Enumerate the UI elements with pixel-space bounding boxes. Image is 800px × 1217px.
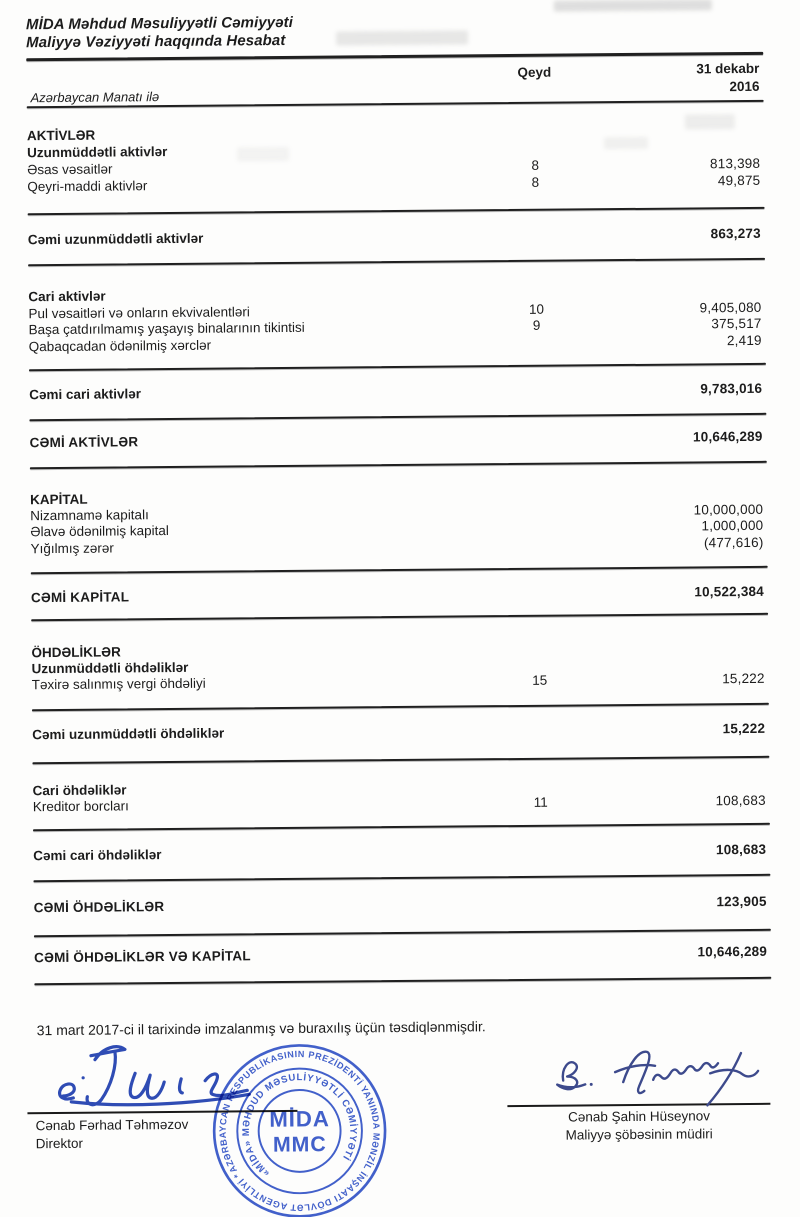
statement-row-grand-total bbox=[34, 893, 767, 916]
signer-title: Direktor bbox=[35, 1135, 84, 1152]
row-value: 108,683 bbox=[715, 792, 766, 809]
divider-rule bbox=[33, 874, 770, 882]
divider-rule bbox=[29, 363, 766, 371]
divider-rule bbox=[32, 756, 769, 764]
row-value: 108,683 bbox=[715, 841, 767, 858]
company-title: MİDA Məhdud Məsuliyyətli Cəmiyyəti bbox=[25, 13, 294, 34]
divider-rule bbox=[34, 977, 771, 985]
row-note: 9 bbox=[532, 317, 541, 333]
row-label: Cəmi cari aktivlər bbox=[29, 386, 142, 403]
row-value: 10,646,289 bbox=[697, 943, 768, 960]
stamp-center-line2: MMC bbox=[272, 1132, 327, 1157]
date-column-header-line1: 31 dekabr bbox=[696, 60, 760, 77]
row-value: 15,222 bbox=[722, 670, 765, 687]
row-value: (477,616) bbox=[703, 534, 764, 551]
row-label: Kreditor borcları bbox=[32, 798, 129, 815]
row-value: 9,405,080 bbox=[699, 299, 762, 316]
divider-rule bbox=[29, 413, 766, 421]
row-value: 10,000,000 bbox=[693, 501, 764, 518]
statement-row-grand-total bbox=[34, 943, 767, 966]
row-label: CƏMİ AKTİVLƏR bbox=[29, 434, 139, 451]
row-label: Cəmi uzunmüddətli aktivlər bbox=[27, 230, 204, 248]
row-label: CƏMİ KAPİTAL bbox=[30, 589, 130, 606]
row-label: CƏMİ ÖHDƏLİKLƏR VƏ KAPİTAL bbox=[34, 948, 251, 966]
row-value: 10,522,384 bbox=[694, 583, 764, 600]
row-label: KAPİTAL bbox=[30, 491, 88, 508]
row-value: 2,419 bbox=[726, 332, 762, 349]
row-value: 15,222 bbox=[722, 720, 766, 737]
row-note: 8 bbox=[531, 157, 540, 173]
row-label: Təxirə salınmış vergi öhdəliyi bbox=[31, 675, 206, 693]
divider-rule bbox=[32, 703, 769, 711]
row-label: Nizamnamə kapitalı bbox=[30, 507, 149, 524]
row-note: 8 bbox=[531, 174, 540, 190]
row-value: 1,000,000 bbox=[701, 517, 764, 534]
row-value: 813,398 bbox=[709, 155, 761, 172]
note-column-header: Qeyd bbox=[517, 64, 552, 80]
divider-rule bbox=[34, 929, 771, 937]
statement-row-total bbox=[32, 720, 765, 743]
statement-row-total bbox=[28, 225, 761, 248]
date-column-header-line2: 2016 bbox=[729, 78, 760, 95]
divider-rule bbox=[28, 207, 765, 215]
stamp-outer-ring-text: AZƏRBAYCAN RESPUBLİKASININ PREZİDENTİ YANINDA MƏNZİL İNŞAATI DÖVLƏT AGENTLİYİ * bbox=[217, 1048, 382, 1213]
approval-note: 31 mart 2017-ci il tarixində imzalanmış və buraxılış üçün təsdiqlənmişdir. bbox=[36, 1018, 486, 1039]
signer-name: Cənab Şahin Hüseynov bbox=[568, 1108, 710, 1125]
row-label: Pul vəsaitləri və onların ekvivalentləri bbox=[28, 304, 250, 322]
bleed-through-artifact bbox=[554, 0, 712, 12]
row-label: Cari aktivlər bbox=[28, 288, 106, 305]
row-label: Əsas vəsaitlər bbox=[27, 161, 113, 178]
row-note: 15 bbox=[532, 672, 548, 688]
company-stamp bbox=[210, 1041, 390, 1217]
row-label: Uzunmüddətli öhdəliklər bbox=[31, 659, 189, 677]
row-label: Yığılmış zərər bbox=[30, 540, 114, 557]
statement-row-total bbox=[29, 380, 762, 403]
row-label: Qabaqcadan ödənilmiş xərclər bbox=[28, 337, 212, 355]
divider-rule bbox=[30, 461, 767, 469]
row-label: AKTİVLƏR bbox=[26, 127, 96, 144]
row-note: 10 bbox=[528, 301, 545, 317]
signer-name: Cənab Fərhad Təhməzov bbox=[35, 1116, 189, 1134]
row-value: 375,517 bbox=[711, 315, 762, 332]
currency-caption: Azərbaycan Manatı ilə bbox=[30, 89, 160, 106]
divider-rule bbox=[28, 258, 765, 266]
row-label: Cəmi uzunmüddətli öhdəliklər bbox=[32, 725, 225, 743]
row-note: 11 bbox=[533, 794, 548, 810]
row-label: CƏMİ ÖHDƏLİKLƏR bbox=[33, 899, 165, 916]
row-label: ÖHDƏLİKLƏR bbox=[31, 644, 121, 661]
row-label: Uzunmüddətli aktivlər bbox=[27, 144, 168, 161]
divider-rule bbox=[31, 613, 768, 621]
divider-rule bbox=[33, 823, 770, 831]
statement-row-grand-total bbox=[31, 583, 764, 606]
row-value: 10,646,289 bbox=[692, 428, 763, 445]
row-label: Cəmi cari öhdəliklər bbox=[33, 847, 162, 864]
row-value: 123,905 bbox=[716, 893, 767, 910]
left-signer-block bbox=[35, 1116, 188, 1153]
statement-row-grand-total bbox=[30, 428, 763, 451]
row-label: Başa çatdırılmamış yaşayış binalarının tikintisi bbox=[28, 319, 305, 338]
row-label: Əlavə ödənilmiş kapital bbox=[30, 523, 169, 540]
statement-row-total bbox=[33, 841, 766, 864]
row-value: 49,875 bbox=[717, 172, 761, 189]
row-value: 863,273 bbox=[710, 225, 761, 242]
right-signer-block bbox=[507, 1107, 770, 1145]
row-label: Cari öhdəliklər bbox=[32, 782, 127, 799]
bleed-through-artifact bbox=[336, 30, 468, 45]
header-rule bbox=[26, 52, 763, 61]
stamp-inner-ring-text: «MİDA» MƏHDUD MƏSULİYYƏTLİ CƏMİYYƏTİ bbox=[240, 1072, 359, 1179]
row-label: Qeyri-maddi aktivlər bbox=[27, 178, 148, 195]
stamp-center-line1: MİDA bbox=[269, 1106, 330, 1132]
row-value: 9,783,016 bbox=[700, 380, 763, 397]
divider-rule bbox=[31, 566, 768, 574]
report-title: Maliyyə Vəziyyəti haqqında Hesabat bbox=[26, 31, 286, 52]
signer-title: Maliyyə şöbəsinin müdiri bbox=[565, 1126, 713, 1143]
